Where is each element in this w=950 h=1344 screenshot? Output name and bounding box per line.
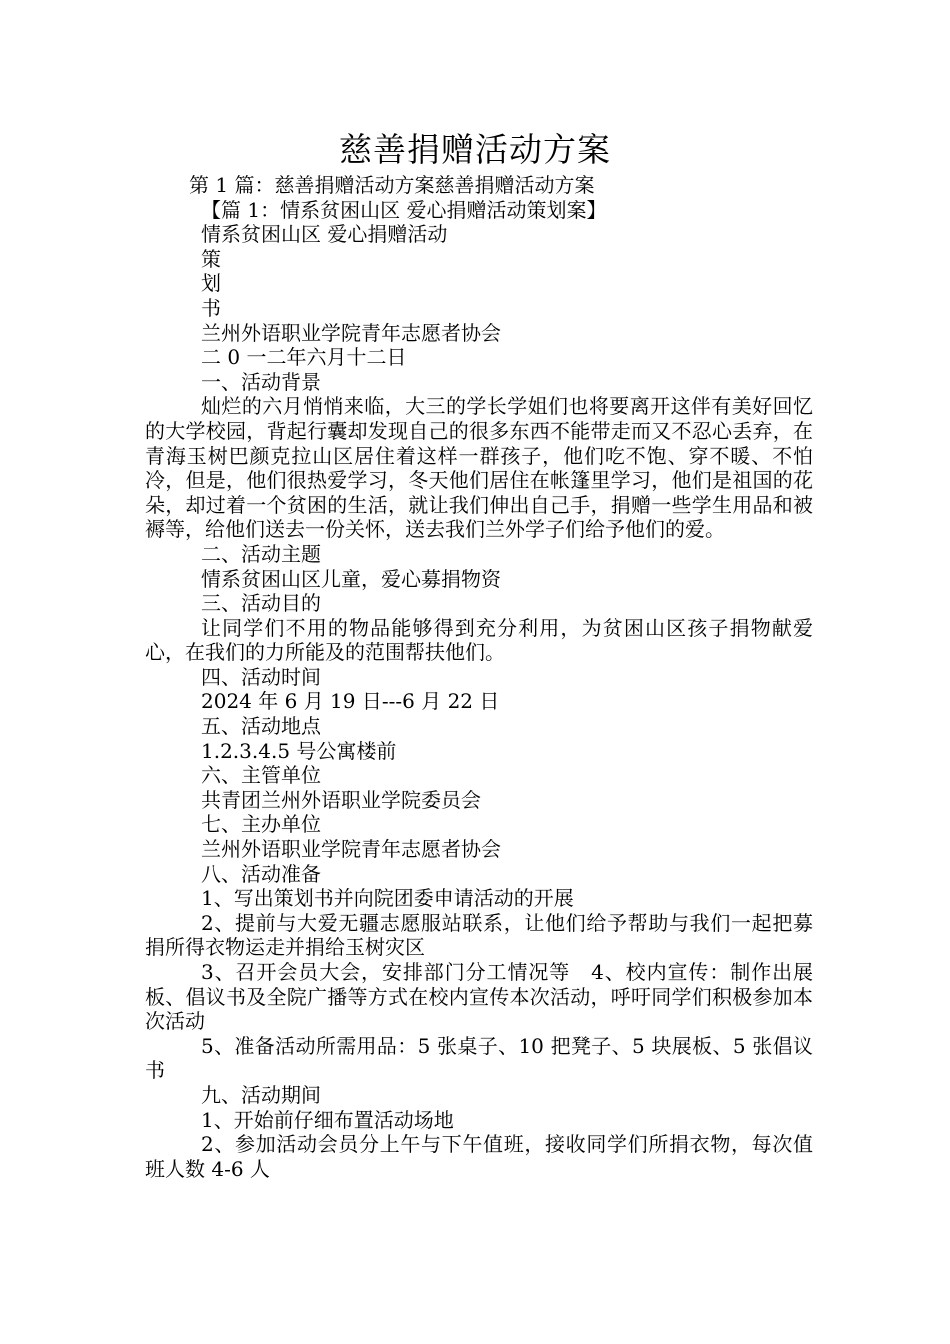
preparation-item: 3、召开会员大会，安排部门分工情况等 4、校内宣传：制作出展板、倡议书及全院广播等方式在校内宣传本次活动，呼吁同学们积极参加本次活动 — [145, 960, 813, 1034]
preparation-item: 5、准备活动所需用品：5 张桌子、10 把凳子、5 块展板、5 张倡议书 — [145, 1033, 813, 1083]
heading-supervisor: 六、主管单位 — [201, 763, 321, 788]
plan-title-char: 书 — [201, 295, 221, 320]
section-heading: 【篇 1：情系贫困山区 爱心捐赠活动策划案】 — [201, 197, 607, 222]
paragraph-purpose: 让同学们不用的物品能够得到充分利用，为贫困山区孩子捐物献爱心，在我们的力所能及的范围帮扶他们。 — [145, 615, 813, 665]
preparation-item: 1、写出策划书并向院团委申请活动的开展 — [201, 886, 574, 911]
paragraph-background: 灿烂的六月悄悄来临，大三的学长学姐们也将要离开这伴有美好回忆的大学校园，背起行囊却发现自己的很多东西不能带走而又不忍心丢弃，在青海玉树巴颜克拉山区居住着这样一群孩子，他们吃不饱、穿不暖、不怕冷，但是，他们很热爱学习，冬天他们居住在帐篷里学习，他们是祖国的花朵，却过着一个贫困的生活，就让我们伸出自己手，捐赠一些学生用品和被褥等，给他们送去一份关怀，送去我们兰外学子们给予他们的爱。 — [145, 394, 813, 542]
location-text: 1.2.3.4.5 号公寓楼前 — [201, 738, 397, 763]
heading-time: 四、活动时间 — [201, 664, 321, 689]
heading-purpose: 三、活动目的 — [201, 591, 321, 616]
heading-host: 七、主办单位 — [201, 812, 321, 837]
heading-theme: 二、活动主题 — [201, 541, 321, 566]
document-body — [145, 173, 813, 1181]
document-date: 二 0 一二年六月十二日 — [201, 345, 407, 370]
plan-title-char: 划 — [201, 271, 221, 296]
period-item: 2、参加活动会员分上午与下午值班，接收同学们所捐衣物，每次值班人数 4-6 人 — [145, 1132, 813, 1181]
period-item: 1、开始前仔细布置活动场地 — [201, 1107, 454, 1132]
host-text: 兰州外语职业学院青年志愿者协会 — [201, 837, 501, 862]
heading-period: 九、活动期间 — [201, 1082, 321, 1107]
heading-location: 五、活动地点 — [201, 714, 321, 739]
heading-preparation: 八、活动准备 — [201, 861, 321, 886]
plan-title: 情系贫困山区 爱心捐赠活动 — [201, 222, 448, 247]
supervisor-text: 共青团兰州外语职业学院委员会 — [201, 787, 481, 812]
heading-background: 一、活动背景 — [201, 369, 321, 394]
theme-text: 情系贫困山区儿童，爱心募捐物资 — [201, 566, 501, 591]
time-text: 2024 年 6 月 19 日---6 月 22 日 — [201, 689, 500, 714]
preparation-item: 2、提前与大爱无疆志愿服站联系，让他们给予帮助与我们一起把募捐所得衣物运走并捐给玉树灾区 — [145, 910, 813, 960]
chapter-heading: 第 1 篇：慈善捐赠活动方案慈善捐赠活动方案 — [189, 173, 595, 197]
document-title: 慈善捐赠活动方案 — [339, 130, 611, 169]
organizer-name: 兰州外语职业学院青年志愿者协会 — [201, 320, 501, 345]
plan-title-char: 策 — [201, 246, 221, 271]
